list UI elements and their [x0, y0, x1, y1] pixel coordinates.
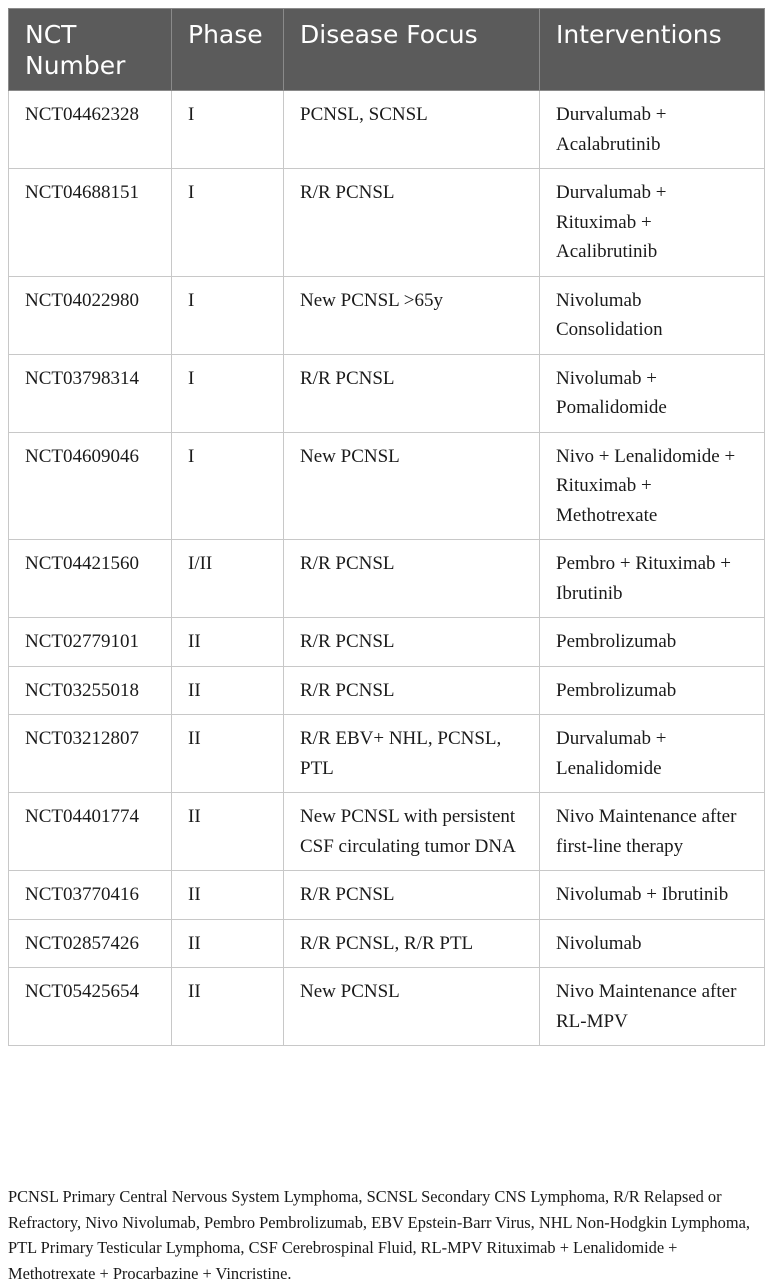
table-row [9, 968, 765, 1046]
interventions-cell: Nivolumab Consolidation [540, 276, 765, 354]
table-row [9, 276, 765, 354]
table-row [9, 354, 765, 432]
disease-focus-cell: New PCNSL [284, 968, 540, 1046]
phase-cell: II [172, 666, 284, 715]
phase-cell: I [172, 276, 284, 354]
header-row [9, 9, 765, 91]
table-row [9, 919, 765, 968]
phase-cell: II [172, 919, 284, 968]
interventions-cell: Pembrolizumab [540, 618, 765, 667]
table-row [9, 169, 765, 277]
table-row [9, 91, 765, 169]
interventions-cell: Nivolumab + Ibrutinib [540, 871, 765, 920]
table-body [9, 91, 765, 1046]
disease-focus-cell: R/R PCNSL [284, 666, 540, 715]
header-nct-number: NCT Number [9, 9, 172, 91]
phase-cell: I [172, 91, 284, 169]
disease-focus-cell: R/R PCNSL [284, 169, 540, 277]
clinical-trials-table [8, 8, 765, 1046]
table-footnote: PCNSL Primary Central Nervous System Lymphoma, SCNSL Secondary CNS Lymphoma, R/R Relapsed or Refractory, Nivo Nivolumab, Pembro Pembrolizumab, EBV Epstein-Barr Virus, NHL Non-Hodgkin Lymphoma, PTL Primary Testicular Lymphoma, CSF Cerebrospinal Fluid, RL-MPV Rituximab + Lenalidomide + Methotrexate + Procarbazine + Vincristine. [8, 1187, 750, 1283]
nct-number-cell: NCT03212807 [9, 715, 172, 793]
header-disease-focus: Disease Focus [284, 9, 540, 91]
disease-focus-cell: New PCNSL with persistent CSF circulating tumor DNA [284, 793, 540, 871]
phase-cell: II [172, 715, 284, 793]
nct-number-cell: NCT04688151 [9, 169, 172, 277]
nct-number-cell: NCT02779101 [9, 618, 172, 667]
table-row [9, 666, 765, 715]
table-row [9, 618, 765, 667]
disease-focus-cell: New PCNSL >65y [284, 276, 540, 354]
table-header [9, 9, 765, 91]
phase-cell: II [172, 618, 284, 667]
disease-focus-cell: New PCNSL [284, 432, 540, 540]
table-row [9, 715, 765, 793]
nct-number-cell: NCT04421560 [9, 540, 172, 618]
disease-focus-cell: PCNSL, SCNSL [284, 91, 540, 169]
interventions-cell: Durvalumab + Acalabrutinib [540, 91, 765, 169]
disease-focus-cell: R/R PCNSL [284, 871, 540, 920]
trials-table-container [8, 8, 764, 1046]
interventions-cell: Durvalumab + Rituximab + Acalibrutinib [540, 169, 765, 277]
header-phase: Phase [172, 9, 284, 91]
disease-focus-cell: R/R PCNSL, R/R PTL [284, 919, 540, 968]
phase-cell: I/II [172, 540, 284, 618]
phase-cell: II [172, 968, 284, 1046]
nct-number-cell: NCT03798314 [9, 354, 172, 432]
nct-number-cell: NCT04609046 [9, 432, 172, 540]
interventions-cell: Nivolumab [540, 919, 765, 968]
phase-cell: I [172, 169, 284, 277]
phase-cell: I [172, 354, 284, 432]
nct-number-cell: NCT04022980 [9, 276, 172, 354]
interventions-cell: Pembro + Rituximab + Ibrutinib [540, 540, 765, 618]
interventions-cell: Nivo + Lenalidomide + Rituximab + Methotrexate [540, 432, 765, 540]
disease-focus-cell: R/R PCNSL [284, 540, 540, 618]
interventions-cell: Pembrolizumab [540, 666, 765, 715]
phase-cell: II [172, 871, 284, 920]
disease-focus-cell: R/R PCNSL [284, 354, 540, 432]
table-row [9, 540, 765, 618]
nct-number-cell: NCT02857426 [9, 919, 172, 968]
nct-number-cell: NCT04462328 [9, 91, 172, 169]
phase-cell: I [172, 432, 284, 540]
nct-number-cell: NCT04401774 [9, 793, 172, 871]
nct-number-cell: NCT03770416 [9, 871, 172, 920]
nct-number-cell: NCT03255018 [9, 666, 172, 715]
header-interventions: Interventions [540, 9, 765, 91]
table-row [9, 871, 765, 920]
disease-focus-cell: R/R EBV+ NHL, PCNSL, PTL [284, 715, 540, 793]
interventions-cell: Durvalumab + Lenalidomide [540, 715, 765, 793]
nct-number-cell: NCT05425654 [9, 968, 172, 1046]
phase-cell: II [172, 793, 284, 871]
interventions-cell: Nivo Maintenance after RL-MPV [540, 968, 765, 1046]
table-row [9, 793, 765, 871]
interventions-cell: Nivolumab + Pomalidomide [540, 354, 765, 432]
table-row [9, 432, 765, 540]
disease-focus-cell: R/R PCNSL [284, 618, 540, 667]
interventions-cell: Nivo Maintenance after first-line therapy [540, 793, 765, 871]
